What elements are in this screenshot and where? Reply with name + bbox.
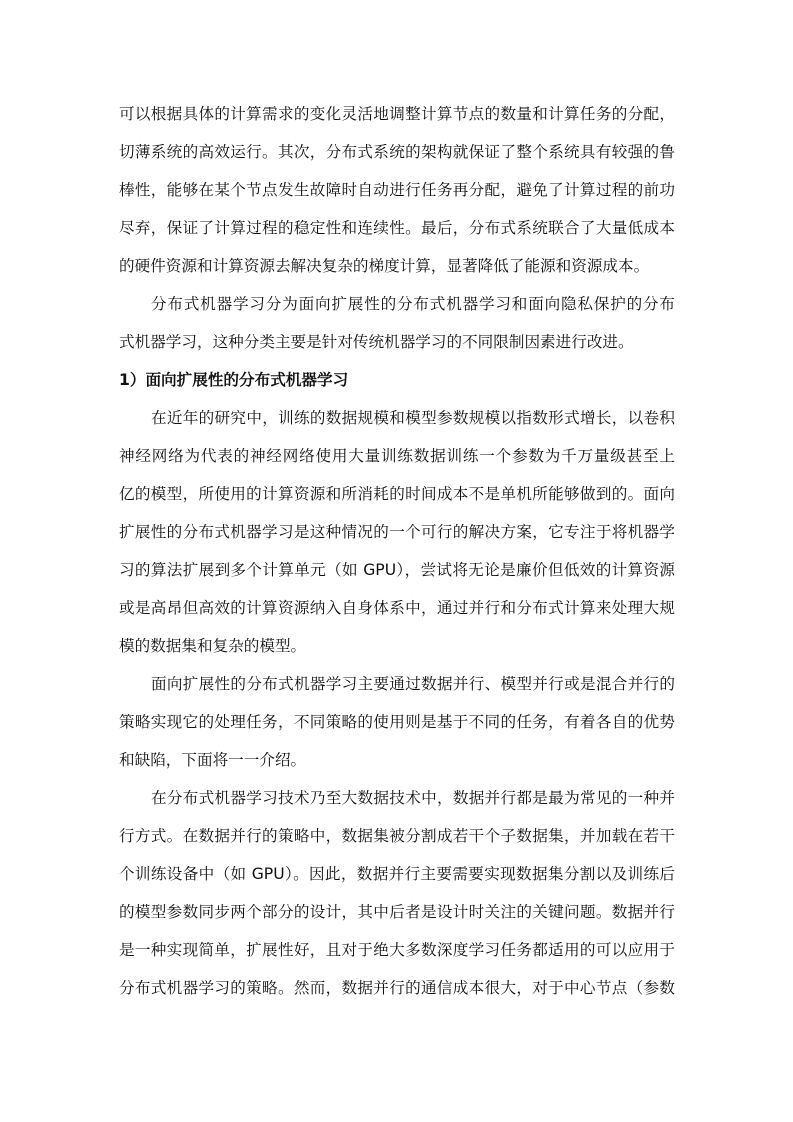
text-line: 或是高昂但高效的计算资源纳入自身体系中，通过并行和分布式计算来处理大规 [119, 599, 675, 617]
text-line: 在近年的研究中，训练的数据规模和模型参数规模以指数形式增长，以卷积 [151, 409, 675, 427]
text-line: 分布式机器学习分为面向扩展性的分布式机器学习和面向隐私保护的分布 [151, 295, 675, 313]
text-line: 习的算法扩展到多个计算单元（如 GPU），尝试将无论是廉价但低效的计算资源 [119, 561, 675, 579]
text-line: 和缺陷，下面将一一介绍。 [119, 751, 307, 769]
text-line: 个训练设备中（如 GPU）。因此，数据并行主要需要实现数据集分割以及训练后 [119, 865, 675, 883]
text-line: 分布式机器学习的策略。然而，数据并行的通信成本很大，对于中心节点（参数 [119, 979, 675, 997]
text-line: 在分布式机器学习技术乃至大数据技术中，数据并行都是最为常见的一种并 [151, 789, 675, 807]
text-line: 棒性，能够在某个节点发生故障时自动进行任务再分配，避免了计算过程的前功 [119, 181, 675, 199]
section-heading: 1）面向扩展性的分布式机器学习 [119, 371, 349, 389]
paragraph [119, 665, 675, 779]
text-line: 尽弃，保证了计算过程的稳定性和连续性。最后，分布式系统联合了大量低成本 [119, 219, 675, 237]
text-line: 神经网络为代表的神经网络使用大量训练数据训练一个参数为千万量级甚至上 [119, 447, 675, 465]
text-line: 的模型参数同步两个部分的设计，其中后者是设计时关注的关键问题。数据并行 [119, 903, 675, 921]
text-line: 式机器学习，这种分类主要是针对传统机器学习的不同限制因素进行改进。 [119, 333, 634, 351]
text-line: 是一种实现简单，扩展性好，且对于绝大多数深度学习任务都适用的可以应用于 [119, 941, 675, 959]
body-text [119, 95, 675, 1007]
text-line: 模的数据集和复杂的模型。 [119, 637, 307, 655]
text-line: 策略实现它的处理任务，不同策略的使用则是基于不同的任务，有着各自的优势 [119, 713, 675, 731]
text-line: 亿的模型，所使用的计算资源和所消耗的时间成本不是单机所能够做到的。面向 [119, 485, 675, 503]
text-line: 的硬件资源和计算资源去解决复杂的梯度计算，显著降低了能源和资源成本。 [119, 257, 650, 275]
paragraph [119, 399, 675, 665]
text-line: 行方式。在数据并行的策略中，数据集被分割成若干个子数据集，并加载在若干 [119, 827, 675, 845]
text-line: 面向扩展性的分布式机器学习主要通过数据并行、模型并行或是混合并行的 [151, 675, 675, 693]
text-line: 切薄系统的高效运行。其次，分布式系统的架构就保证了整个系统具有较强的鲁 [119, 143, 675, 161]
paragraph [119, 285, 675, 361]
text-line: 扩展性的分布式机器学习是这种情况的一个可行的解决方案，它专注于将机器学 [119, 523, 675, 541]
paragraph [119, 95, 675, 285]
text-line: 可以根据具体的计算需求的变化灵活地调整计算节点的数量和计算任务的分配， [119, 105, 675, 123]
paragraph [119, 779, 675, 1007]
